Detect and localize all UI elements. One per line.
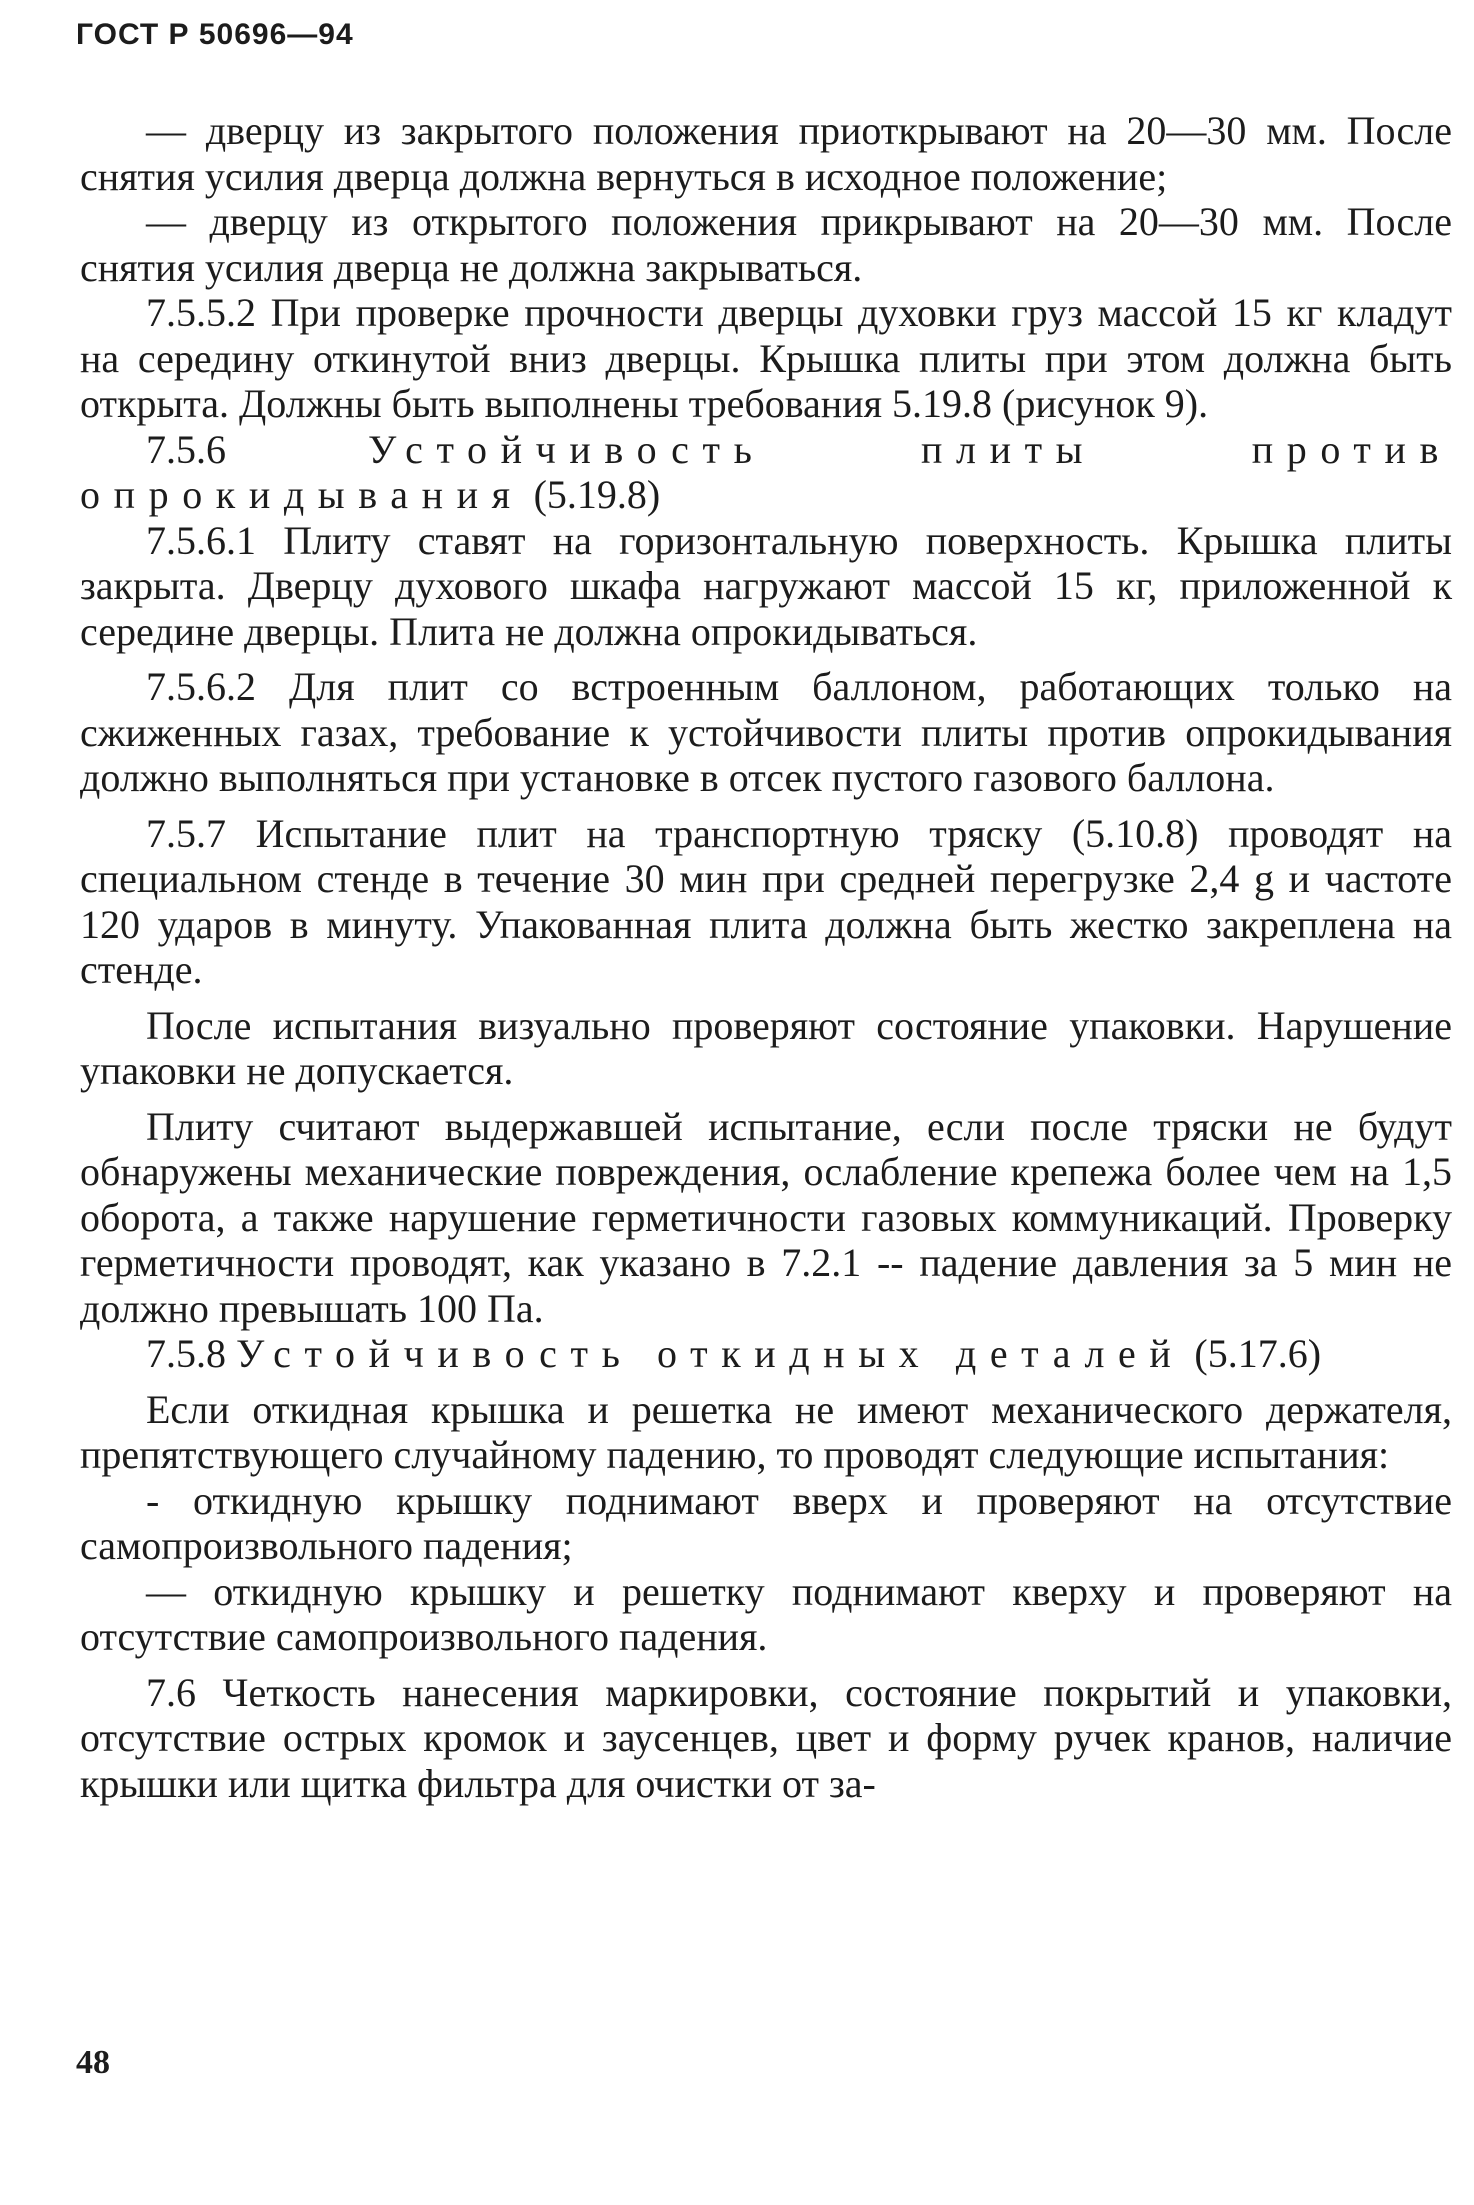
section-title: Устойчивость откидных деталей — [236, 1331, 1185, 1376]
paragraph: Плиту считают выдержавшей испытание, если после тряски не будут обнаружены механические повреждения, ослабление крепежа более чем на 1,5 оборота, а также нарушение герметичности газовых коммуникаций. Проверку герметичности проводят, как указано в 7.2.1 -- падение давления за 5 мин не должно превышать 100 Па. — [80, 1103, 1452, 1331]
page-header: ГОСТ Р 50696—94 — [76, 18, 354, 51]
paragraph: — дверцу из открытого положения прикрывают на 20—30 мм. После снятия усилия дверца не должна закрываться. — [80, 199, 1452, 290]
page-number: 48 — [76, 2044, 110, 2081]
paragraph: 7.5.5.2 При проверке прочности дверцы духовки груз массой 15 кг кладут на середину откинутой вниз дверцы. Крышка плиты при этом должна быть открыта. Должны быть выполнены требования 5.19.8 (рисунок 9). — [80, 290, 1452, 426]
paragraph: - откидную крышку поднимают вверх и проверяют на отсутствие самопроизвольного падения; — [80, 1477, 1452, 1568]
paragraph: — дверцу из закрытого положения приоткрывают на 20—30 мм. После снятия усилия дверца должна вернуться в исходное положение; — [80, 108, 1452, 199]
section-title: Устойчивость плиты против опрокидывания — [80, 426, 1452, 517]
section-ref: (5.17.6) — [1194, 1331, 1322, 1376]
section-ref: (5.19.8) — [533, 472, 661, 517]
section-heading — [80, 1331, 1452, 1377]
paragraph: После испытания визуально проверяют состояние упаковки. Нарушение упаковки не допускается. — [80, 1002, 1452, 1093]
paragraph: Если откидная крышка и решетка не имеют механического держателя, препятствующего случайному падению, то проводят следующие испытания: — [80, 1386, 1452, 1477]
section-number: 7.5.6 — [146, 426, 226, 472]
paragraph: 7.6 Четкость нанесения маркировки, состояние покрытий и упаковки, отсутствие острых кромок и заусенцев, цвет и форму ручек кранов, наличие крышки или щитка фильтра для очистки от за- — [80, 1669, 1452, 1806]
paragraph: 7.5.6.2 Для плит со встроенным баллоном, работающих только на сжиженных газах, требование к устойчивости плиты против опрокидывания должно выполняться при установке в отсек пустого газового баллона. — [80, 664, 1452, 800]
paragraph: 7.5.6.1 Плиту ставят на горизонтальную поверхность. Крышка плиты закрыта. Дверцу духового шкафа нагружают массой 15 кг, приложенной к середине дверцы. Плита не должна опрокидываться. — [80, 517, 1452, 654]
paragraph: — откидную крышку и решетку поднимают кверху и проверяют на отсутствие самопроизвольного падения. — [80, 1568, 1452, 1659]
body-text — [80, 108, 1452, 1806]
section-number: 7.5.8 — [146, 1331, 226, 1376]
section-heading — [80, 427, 1452, 518]
paragraph: 7.5.7 Испытание плит на транспортную тряску (5.10.8) проводят на специальном стенде в течение 30 мин при средней перегрузке 2,4 g и частоте 120 ударов в минуту. Упакованная плита должна быть жестко закреплена на стенде. — [80, 810, 1452, 992]
